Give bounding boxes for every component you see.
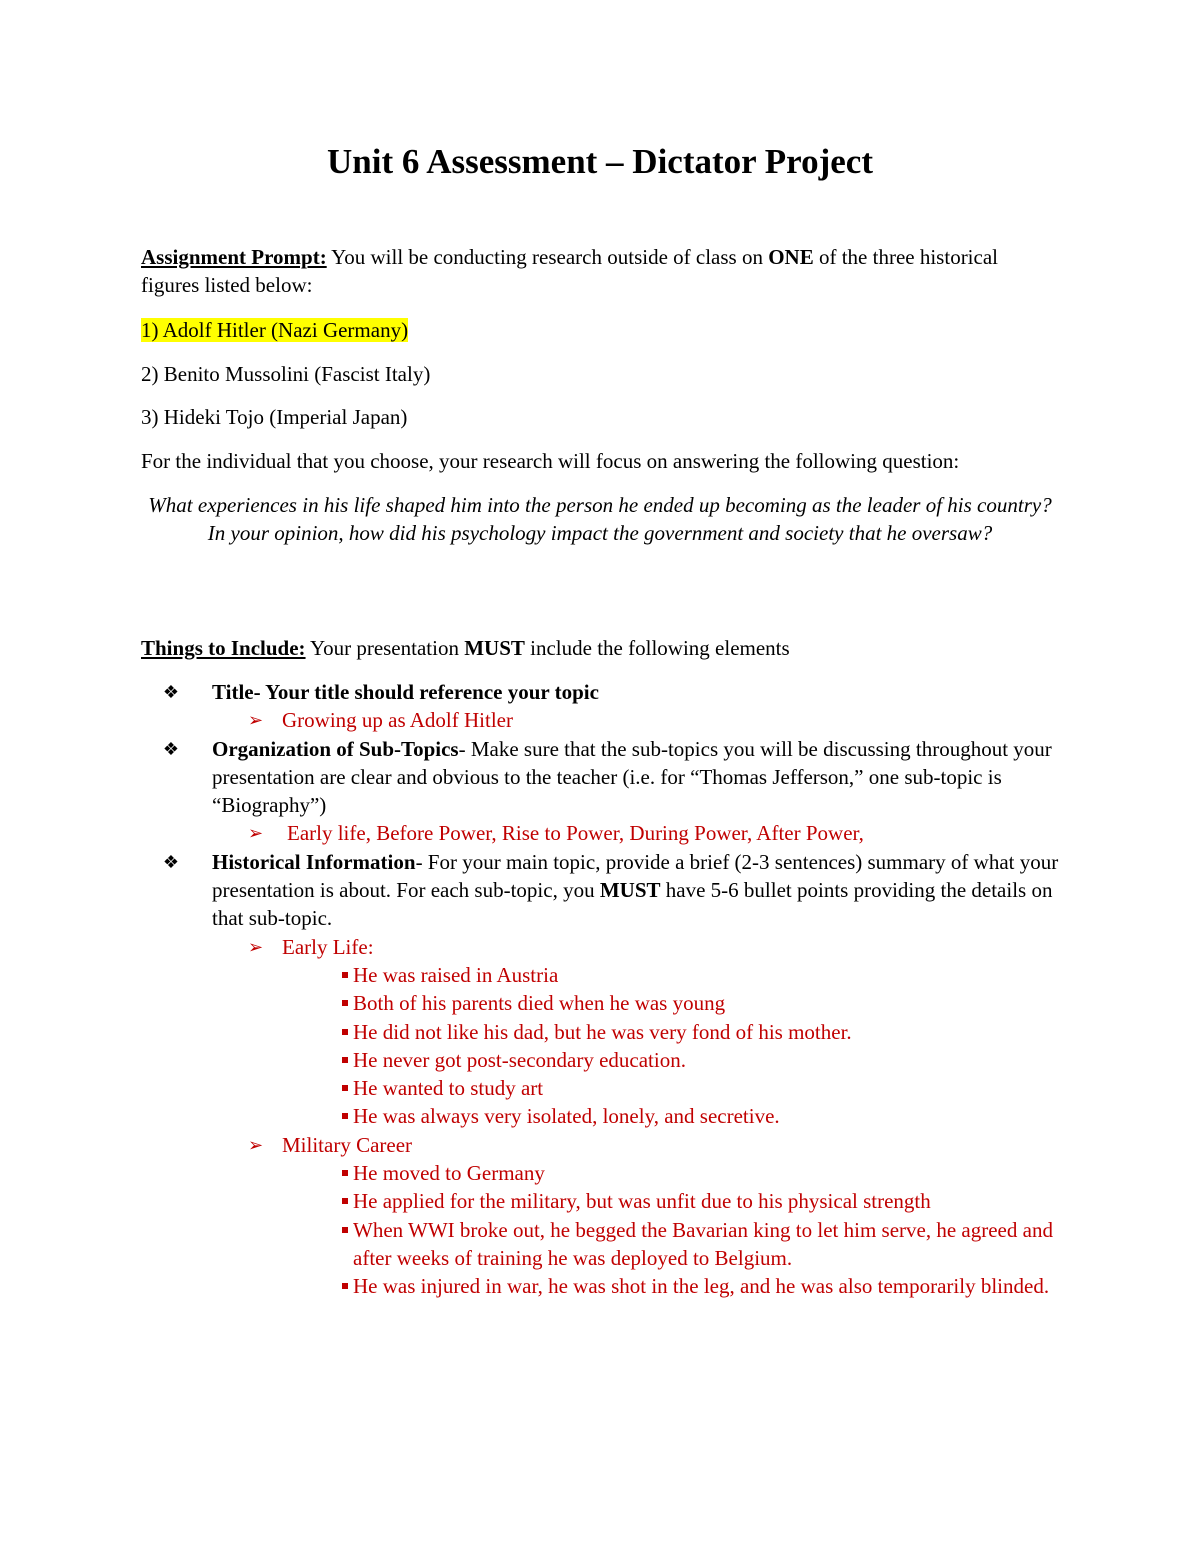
square-bullet-icon [342, 1085, 348, 1091]
list-item [282, 1216, 1060, 1273]
square-bullet-icon [342, 1113, 348, 1119]
sub-item [212, 819, 1060, 847]
include-text-b: include the following elements [524, 636, 790, 660]
point-text: He was injured in war, he was shot in the leg, and he was also temporarily blinded. [353, 1274, 1050, 1299]
point-text: He moved to Germany [353, 1161, 545, 1186]
historical-desc-b: have 5-6 bullet points providing the details on that sub-topic. [212, 878, 1053, 931]
page-title: Unit 6 Assessment – Dictator Project [327, 142, 873, 181]
square-bullet-icon [342, 1057, 348, 1063]
square-bullet-icon [342, 972, 348, 978]
research-question: What experiences in his life shaped him into the person he ended up becoming as the leader of his country? In your opinion, how did his psychology impact the government and society that he oversaw? [148, 493, 1052, 545]
point-text: He never got post-secondary education. [353, 1047, 686, 1072]
historical-heading: Historical Information [212, 849, 416, 874]
square-bullet-icon [342, 1198, 348, 1204]
point-text: He was raised in Austria [353, 962, 559, 987]
list-item-title [160, 678, 1060, 735]
arrow-bullet-icon: ➢ [248, 936, 264, 957]
organization-answer: Early life, Before Power, Rise to Power, During Power, After Power, [287, 821, 864, 846]
list-item [282, 1074, 1060, 1102]
square-bullet-icon [342, 1000, 348, 1006]
section-heading: Early Life: [282, 934, 374, 959]
title-item-answers [212, 706, 1060, 734]
prompt-text-a: You will be conducting research outside of class on [326, 245, 769, 269]
section-heading: Military Career [282, 1132, 413, 1157]
organization-answers [212, 819, 1060, 847]
prompt-emphasis: ONE [768, 245, 814, 269]
focus-intro: For the individual that you choose, your research will focus on answering the following question: [141, 449, 960, 473]
prompt-label: Assignment Prompt: [141, 245, 327, 269]
list-item-organization [160, 735, 1060, 848]
historical-sections [212, 933, 1060, 1301]
list-item [282, 1046, 1060, 1074]
things-to-include [141, 634, 1061, 662]
arrow-bullet-icon: ➢ [248, 1134, 264, 1155]
point-text: He was always very isolated, lonely, and secretive. [353, 1104, 780, 1129]
include-text-a: Your presentation [305, 636, 465, 660]
section-early-life [212, 933, 1060, 1131]
list-item [282, 1187, 1060, 1215]
point-text: He applied for the military, but was unfit due to his physical strength [353, 1189, 931, 1214]
section-military-career [212, 1131, 1060, 1301]
figure-1-text: 1) Adolf Hitler (Nazi Germany) [141, 318, 409, 342]
organization-heading: Organization of Sub-Topics [212, 736, 459, 761]
list-item [282, 1102, 1060, 1130]
square-bullet-icon [342, 1283, 348, 1289]
point-text: He did not like his dad, but he was very fond of his mother. [353, 1019, 852, 1044]
list-item [282, 1272, 1060, 1300]
list-item [282, 961, 1060, 989]
figure-1 [141, 316, 1061, 344]
square-bullet-icon [342, 1170, 348, 1176]
title-item-answer: Growing up as Adolf Hitler [282, 708, 513, 733]
diamond-bullet-icon: ❖ [162, 851, 180, 872]
square-bullet-icon [342, 1029, 348, 1035]
include-emphasis: MUST [464, 636, 525, 660]
arrow-bullet-icon: ➢ [248, 710, 264, 731]
title-item-heading: Title- Your title should reference your topic [212, 680, 599, 704]
elements-list [160, 678, 1060, 1301]
include-label: Things to Include: [141, 636, 306, 660]
diamond-bullet-icon: ❖ [162, 738, 180, 759]
figure-2: 2) Benito Mussolini (Fascist Italy) [141, 362, 431, 386]
assignment-prompt [141, 243, 1061, 299]
early-life-points [282, 961, 1060, 1131]
prompt-text-b: of the three historical figures listed below: [141, 245, 998, 297]
military-career-points [282, 1159, 1060, 1300]
square-bullet-icon [342, 1227, 348, 1233]
historical-desc-a: - For your main topic, provide a brief (2-3 sentences) summary of what your presentation is about. For each sub-topic, you [212, 849, 1059, 903]
historical-emphasis: MUST [599, 878, 661, 903]
point-text: Both of his parents died when he was young [353, 991, 726, 1016]
list-item [282, 989, 1060, 1017]
sub-item [212, 706, 1060, 734]
list-item [282, 1018, 1060, 1046]
point-text: He wanted to study art [353, 1076, 544, 1101]
list-item [282, 1159, 1060, 1187]
arrow-bullet-icon: ➢ [248, 823, 264, 844]
figure-3: 3) Hideki Tojo (Imperial Japan) [141, 405, 408, 429]
organization-desc: - Make sure that the sub-topics you will be discussing throughout your presentation are clear and obvious to the teacher (i.e. for “Thomas Jefferson,” one sub-topic is “Biography”) [212, 736, 1052, 818]
point-text: When WWI broke out, he begged the Bavarian king to let him serve, he agreed and after weeks of training he was deployed to Belgium. [353, 1217, 1053, 1270]
list-item-historical [160, 848, 1060, 1301]
diamond-bullet-icon: ❖ [162, 682, 180, 702]
